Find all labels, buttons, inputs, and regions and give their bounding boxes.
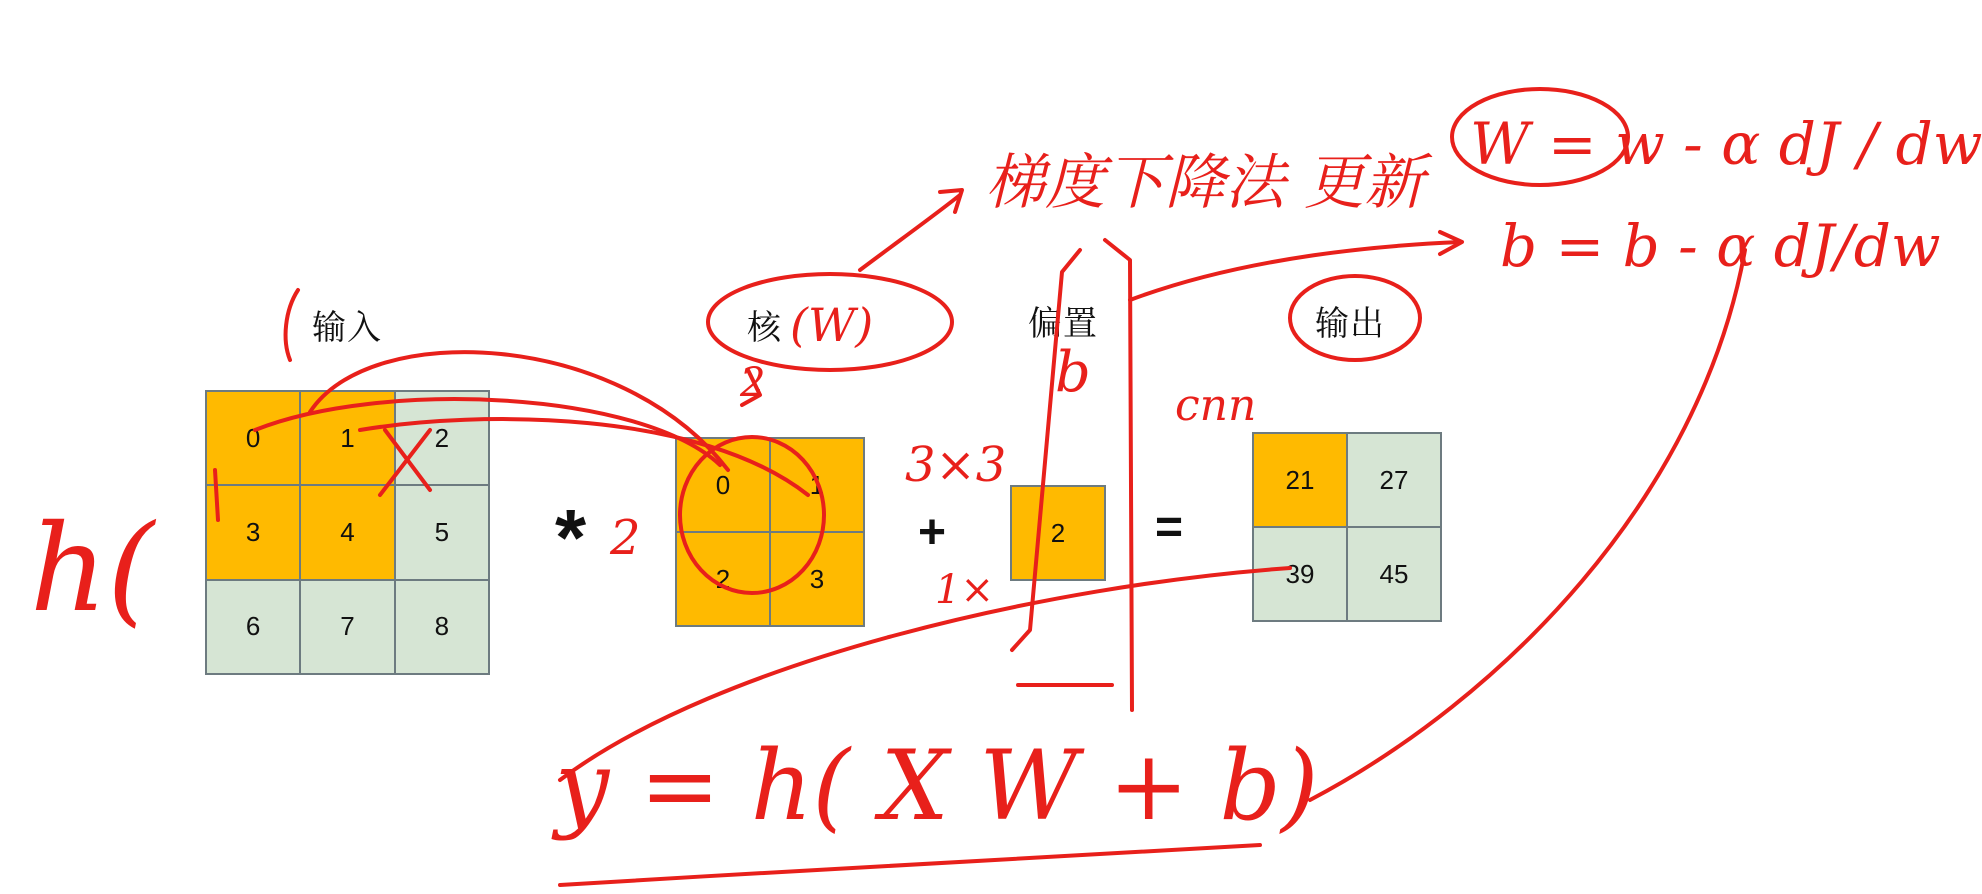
- input-cell: 8: [395, 580, 489, 674]
- kernel-cell: 2: [676, 532, 770, 626]
- w-update-formula: W = w - α dJ / dw: [1470, 110, 1982, 178]
- input-cell: 6: [206, 580, 300, 674]
- formula-underline: [560, 845, 1260, 885]
- conv-two-note: 2: [610, 510, 641, 566]
- input-cell: 0: [206, 391, 300, 485]
- input-cell: 4: [300, 485, 394, 579]
- kernel-matrix: [675, 437, 865, 627]
- arrowhead: [940, 190, 962, 212]
- kernel-w-note: (W): [790, 298, 874, 352]
- output-label: 输出: [1315, 304, 1385, 344]
- bias-matrix: [1010, 485, 1106, 581]
- forward-formula: y = h( X W + b): [555, 730, 1319, 842]
- bias-to-b-arrow: [1130, 242, 1460, 300]
- kernel-cell: 0: [676, 438, 770, 532]
- kernel-cell: 1: [770, 438, 864, 532]
- input-cell: 5: [395, 485, 489, 579]
- input-cell: 3: [206, 485, 300, 579]
- kernel-two-note: 2: [740, 360, 766, 406]
- input-cell: 7: [300, 580, 394, 674]
- input-matrix: [205, 390, 490, 675]
- convolve-operator: *: [555, 493, 587, 582]
- output-cell: 45: [1347, 527, 1441, 621]
- h-activation-note: h(: [30, 500, 155, 639]
- bias-label: 偏置: [1028, 304, 1098, 344]
- shape-1x-note: 1×: [935, 567, 994, 613]
- input-bracket: [286, 290, 298, 360]
- bias-cell: 2: [1011, 486, 1105, 580]
- bias-b-note: b: [1055, 340, 1091, 405]
- output-cell: 21: [1253, 433, 1347, 527]
- bias-bracket-right: [1105, 240, 1132, 710]
- output-cell: 27: [1347, 433, 1441, 527]
- kernel-label: 核: [747, 308, 782, 348]
- kernel-to-gradient-arrow: [860, 195, 960, 270]
- input-label: 输入: [312, 308, 382, 348]
- output-cell: 39: [1253, 527, 1347, 621]
- gradient-descent-note: 梯度下降法 更新: [985, 148, 1425, 218]
- input-cell: 2: [395, 391, 489, 485]
- input-cell: 1: [300, 391, 394, 485]
- shape-3x3-note: 3×3: [905, 437, 1007, 493]
- output-matrix: [1252, 432, 1442, 622]
- plus-operator: +: [918, 506, 947, 559]
- kernel-cell: 3: [770, 532, 864, 626]
- cnn-note: cnn: [1175, 380, 1257, 431]
- arrowhead: [1440, 232, 1462, 254]
- b-update-formula: b = b - α dJ/dw: [1500, 212, 1941, 280]
- equals-operator: =: [1155, 501, 1184, 554]
